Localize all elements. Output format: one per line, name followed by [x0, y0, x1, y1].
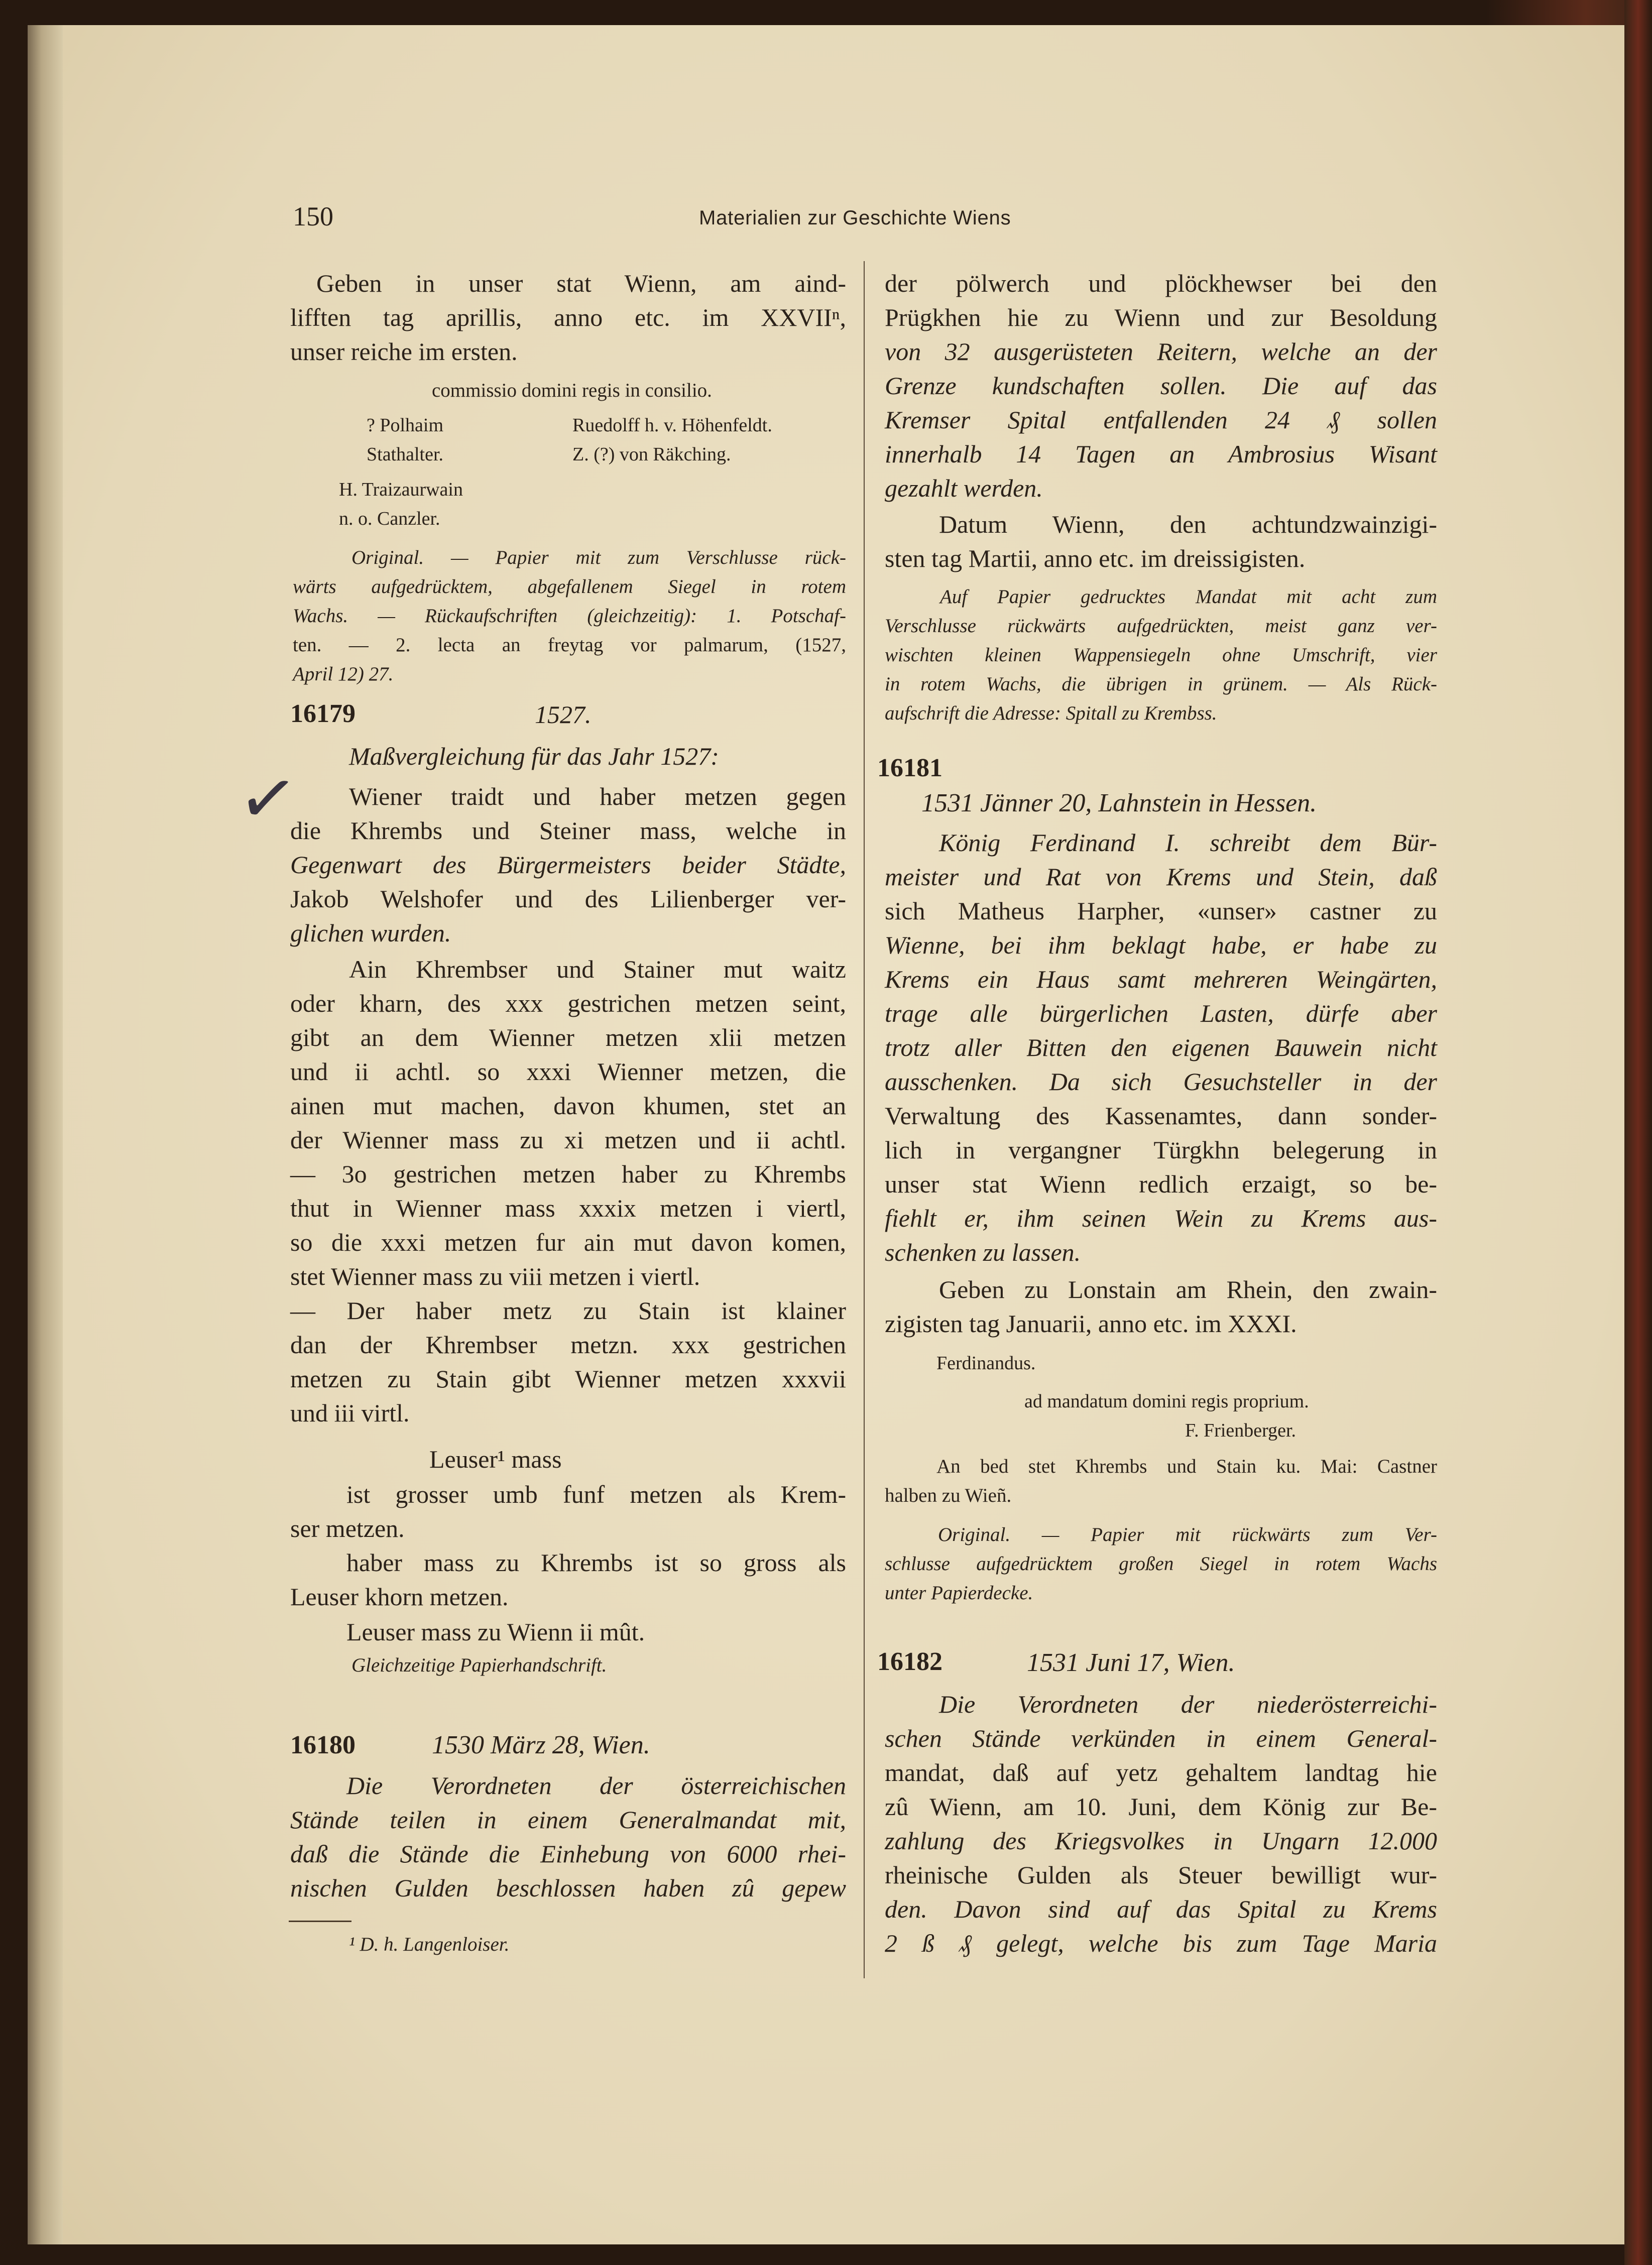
- column-divider: [864, 261, 865, 1978]
- address-line: An bed stet Khrembs und Stain ku. Mai: Castner: [936, 1456, 1437, 1477]
- signatory: Z. (?) von Räkching.: [572, 444, 731, 465]
- note-line: April 12) 27.: [293, 663, 394, 685]
- text-line: Die Verordneten der niederösterreichi-: [939, 1690, 1437, 1718]
- text-line: schen Stände verkünden in einem General-: [885, 1724, 1437, 1752]
- note-line: Wachs. — Rückaufschriften (gleichzeitig): 1. Potschaf-: [293, 605, 846, 627]
- text-line: zû Wienn, am 10. Juni, dem König zur Be-: [885, 1793, 1437, 1821]
- entry-number: 16180: [290, 1731, 356, 1759]
- text-line: sten tag Martii, anno etc. im dreissigisten.: [885, 544, 1306, 572]
- text-line: oder kharn, des xxx gestrichen metzen seint,: [290, 989, 846, 1017]
- text-line: 2 ß ₰ gelegt, welche bis zum Tage Maria: [885, 1929, 1437, 1957]
- text-line: Geben in unser stat Wienn, am aind-: [316, 269, 846, 297]
- text-line: schenken zu lassen.: [885, 1238, 1081, 1266]
- text-line: Stände teilen in einem Generalmandat mit,: [290, 1806, 846, 1834]
- text-line: ist grosser umb funf metzen als Krem-: [346, 1480, 846, 1508]
- note-line: Original. — Papier mit zum Verschlusse rück-: [351, 547, 846, 568]
- text-line: haber mass zu Khrembs ist so gross als: [346, 1548, 846, 1577]
- text-line: unser reiche im ersten.: [290, 337, 518, 366]
- text-line: lifften tag aprillis, anno etc. im XXVIIⁿ,: [290, 303, 846, 331]
- text-line: Geben zu Lonstain am Rhein, den zwain-: [939, 1275, 1437, 1303]
- text-line: König Ferdinand I. schreibt dem Bür-: [939, 828, 1437, 857]
- signatory: ? Polhaim: [367, 415, 444, 436]
- text-line: Wiener traidt und haber metzen gegen: [349, 782, 846, 810]
- text-line: Gegenwart des Bürgermeisters beider Städte,: [290, 851, 846, 879]
- text-line: Grenze kundschaften sollen. Die auf das: [885, 372, 1437, 400]
- text-line: thut in Wienner mass xxxix metzen i viertl,: [290, 1194, 846, 1222]
- text-line: mandat, daß auf yetz gehaltem landtag hie: [885, 1758, 1437, 1786]
- text-line: sich Matheus Harpher, «unser» castner zu: [885, 897, 1437, 925]
- text-line: Prügkhen hie zu Wienn und zur Besoldung: [885, 303, 1437, 331]
- text-line: ausschenken. Da sich Gesuchsteller in der: [885, 1067, 1437, 1096]
- text-line: so die xxxi metzen fur ain mut davon komen,: [290, 1228, 846, 1256]
- note-line: ten. — 2. lecta an freytag vor palmarum, (1527,: [293, 634, 846, 656]
- entry-date: 1531 Juni 17, Wien.: [1027, 1648, 1235, 1677]
- signatory-title: Stathalter.: [367, 444, 444, 465]
- note-line: Gleichzeitige Papierhandschrift.: [351, 1654, 607, 1676]
- text-line: ser metzen.: [290, 1514, 405, 1542]
- footnote: ¹ D. h. Langenloiser.: [349, 1934, 510, 1955]
- entry-number: 16182: [877, 1647, 942, 1676]
- commissio-line: commissio domini regis in consilio.: [432, 380, 712, 401]
- note-line: in rotem Wachs, die übrigen in grünem. — Als Rück-: [885, 673, 1437, 695]
- text-line: fiehlt er, ihm seinen Wein zu Krems aus-: [885, 1204, 1437, 1232]
- page-number: 150: [293, 201, 333, 231]
- text-line: ainen mut machen, davon khumen, stet an: [290, 1092, 846, 1120]
- entry-number: 16179: [290, 699, 356, 728]
- signatory-title: n. o. Canzler.: [339, 508, 440, 529]
- text-line: meister und Rat von Krems und Stein, daß: [885, 863, 1437, 891]
- text-line: lich in vergangner Türgkhn belegerung in: [885, 1136, 1437, 1164]
- text-line: gezahlt werden.: [885, 474, 1043, 502]
- note-line: schlusse aufgedrücktem großen Siegel in rotem Wachs: [885, 1553, 1437, 1575]
- text-line: von 32 ausgerüsteten Reitern, welche an der: [885, 337, 1437, 366]
- text-line: Die Verordneten der österreichischen: [346, 1771, 846, 1800]
- note-line: aufschrift die Adresse: Spitall zu Krembss.: [885, 702, 1217, 724]
- text-line: und iii virtl.: [290, 1399, 410, 1427]
- signatory: Ruedolff h. v. Höhenfeldt.: [572, 415, 772, 436]
- text-line: stet Wienner mass zu viii metzen i viertl.: [290, 1262, 700, 1290]
- text-line: unser stat Wienn redlich erzaigt, so be-: [885, 1170, 1437, 1198]
- text-line: — 3o gestrichen metzen haber zu Khrembs: [290, 1160, 846, 1188]
- text-line: zigisten tag Januarii, anno etc. im XXXI.: [885, 1309, 1297, 1338]
- text-line: dan der Khrembser metzn. xxx gestrichen: [290, 1331, 846, 1359]
- note-line: wärts aufgedrücktem, abgefallenem Siegel in rotem: [293, 576, 846, 598]
- text-line: Ain Khrembser und Stainer mut waitz: [349, 955, 846, 983]
- footnote-rule: [289, 1921, 351, 1922]
- mandatum-line: ad mandatum domini regis proprium.: [1024, 1391, 1309, 1412]
- text-line: und ii achtl. so xxxi Wienner metzen, die: [290, 1057, 846, 1086]
- signatory: F. Frienberger.: [1185, 1420, 1296, 1441]
- note-line: Auf Papier gedrucktes Mandat mit acht zum: [940, 586, 1437, 608]
- text-line: trage alle bürgerlichen Lasten, dürfe aber: [885, 999, 1437, 1027]
- entry-date: 1527.: [535, 700, 592, 729]
- note-line: Original. — Papier mit rückwärts zum Ver-: [938, 1524, 1437, 1545]
- text-line: Wienne, bei ihm beklagt habe, er habe zu: [885, 931, 1437, 959]
- text-line: gibt an dem Wienner metzen xlii metzen: [290, 1023, 846, 1051]
- entry-title: Maßvergleichung für das Jahr 1527:: [349, 742, 719, 770]
- note-line: Verschlusse rückwärts aufgedrückten, meist ganz ver-: [885, 615, 1437, 637]
- text-line: zahlung des Kriegsvolkes in Ungarn 12.000: [885, 1827, 1437, 1855]
- text-line: Datum Wienn, den achtundzwainzigi-: [939, 510, 1437, 538]
- text-line: innerhalb 14 Tagen an Ambrosius Wisant: [885, 440, 1437, 468]
- text-line: nischen Gulden beschlossen haben zû gepew: [290, 1874, 846, 1902]
- signatory: Ferdinandus.: [936, 1353, 1036, 1374]
- entry-date: 1531 Jänner 20, Lahnstein in Hessen.: [921, 789, 1317, 817]
- text-line: der Wienner mass zu xi metzen und ii achtl.: [290, 1126, 846, 1154]
- address-line: halben zu Wieñ.: [885, 1485, 1012, 1506]
- text-line: Kremser Spital entfallenden 24 ₰ sollen: [885, 406, 1437, 434]
- text-line: Jakob Welshofer und des Lilienberger ver-: [290, 885, 846, 913]
- book-spine: [1624, 0, 1652, 2265]
- text-line: Leuser khorn metzen.: [290, 1583, 509, 1611]
- entry-date: 1530 März 28, Wien.: [432, 1731, 650, 1759]
- text-line: Leuser mass zu Wienn ii mût.: [346, 1618, 645, 1646]
- signatory: H. Traizaurwain: [339, 479, 463, 500]
- text-line: Krems ein Haus samt mehreren Weingärten,: [885, 965, 1437, 993]
- text-line: die Khrembs und Steiner mass, welche in: [290, 816, 846, 845]
- text-line: rheinische Gulden als Steuer bewilligt wur-: [885, 1861, 1437, 1889]
- text-line: — Der haber metz zu Stain ist klainer: [290, 1296, 846, 1325]
- running-title: Materialien zur Geschichte Wiens: [699, 207, 1011, 229]
- text-line: Verwaltung des Kassenamtes, dann sonder-: [885, 1102, 1437, 1130]
- note-line: wischten kleinen Wappensiegeln ohne Umschrift, vier: [885, 644, 1437, 666]
- page-binding-shadow: [28, 25, 63, 2244]
- text-line: den. Davon sind auf das Spital zu Krems: [885, 1895, 1437, 1923]
- text-line: daß die Stände die Einhebung von 6000 rhei-: [290, 1840, 846, 1868]
- text-line: trotz aller Bitten den eigenen Bauwein nicht: [885, 1033, 1437, 1061]
- leuser-heading: Leuser¹ mass: [429, 1445, 562, 1473]
- text-line: glichen wurden.: [290, 919, 451, 947]
- text-line: der pölwerch und plöckhewser bei den: [885, 269, 1437, 297]
- text-line: metzen zu Stain gibt Wienner metzen xxxvii: [290, 1365, 846, 1393]
- note-line: unter Papierdecke.: [885, 1582, 1033, 1604]
- entry-number: 16181: [877, 754, 942, 782]
- handwritten-checkmark: ✓: [233, 757, 303, 843]
